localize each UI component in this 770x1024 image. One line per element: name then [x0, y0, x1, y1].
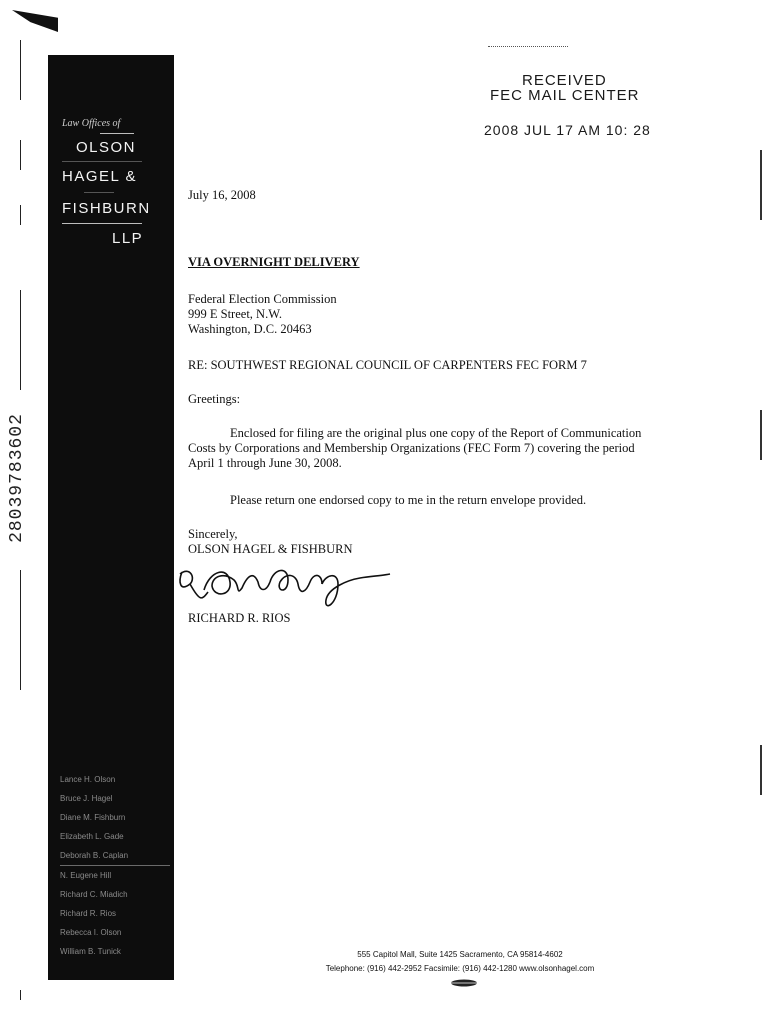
recipient-line: 999 E Street, N.W. [188, 307, 282, 321]
attorney-name: Richard C. Miadich [60, 890, 128, 899]
scan-edge-line [760, 745, 762, 795]
attorney-name: Elizabeth L. Gade [60, 832, 124, 841]
letterhead-rule [100, 133, 134, 134]
signer-name: RICHARD R. RIOS [188, 611, 291, 625]
scan-edge-line [20, 205, 21, 225]
scan-edge-line [20, 290, 21, 390]
scan-edge-line [760, 410, 762, 460]
attorney-name: Diane M. Fishburn [60, 813, 126, 822]
delivery-method: VIA OVERNIGHT DELIVERY [188, 255, 360, 269]
attorney-name: N. Eugene Hill [60, 871, 112, 880]
scan-edge-line [20, 570, 21, 690]
attorney-name: William B. Tunick [60, 947, 121, 956]
firm-name-line: FISHBURN [62, 200, 151, 217]
scan-corner-mark [12, 10, 58, 32]
firm-name-line: HAGEL & [62, 168, 137, 185]
scan-edge-line [20, 40, 21, 100]
document-control-number: 28039783602 [7, 413, 27, 543]
stamp-mail-center: FEC MAIL CENTER [490, 87, 640, 104]
recipient-line: Washington, D.C. 20463 [188, 322, 312, 336]
closing: Sincerely, [188, 527, 238, 541]
stamp-date: 2008 JUL 17 AM 10: 28 [484, 122, 651, 138]
body-paragraph: Enclosed for filing are the original plus one copy of the Report of Communication Costs by Corporations and Membership Organizations (FEC Form 7) covering the period April 1 through June 30, 2008. [188, 426, 642, 470]
attorney-name: Richard R. Rios [60, 909, 117, 918]
attorney-name: Deborah B. Caplan [60, 851, 129, 860]
attorney-name: Lance H. Olson [60, 775, 116, 784]
firm-name-line: OLSON [76, 139, 137, 156]
letterhead-rule [62, 161, 142, 162]
footer-address: 555 Capitol Mall, Suite 1425 Sacramento, CA 95814-4602 [357, 950, 563, 959]
attorney-name: Rebecca I. Olson [60, 928, 122, 937]
letter-date: July 16, 2008 [188, 188, 256, 202]
scan-edge-line [20, 990, 21, 1000]
stamp-dots [488, 46, 568, 47]
footer-logo-icon [448, 977, 480, 989]
footer-contact: Telephone: (916) 442-2952 Facsimile: (916) 442-1280 www.olsonhagel.com [325, 964, 595, 973]
letterhead-kicker: Law Offices of [62, 118, 121, 129]
firm-name-line: LLP [112, 230, 144, 247]
closing-firm: OLSON HAGEL & FISHBURN [188, 542, 353, 556]
scan-edge-line [20, 140, 21, 170]
scan-edge-line [760, 150, 762, 220]
stamp-received: RECEIVED [522, 72, 607, 89]
letterhead-rule [84, 192, 114, 193]
letterhead-rule [62, 223, 142, 224]
recipient-line: Federal Election Commission [188, 292, 337, 306]
attorney-list [60, 770, 170, 961]
re-line: RE: SOUTHWEST REGIONAL COUNCIL OF CARPENTERS FEC FORM 7 [188, 358, 587, 372]
body-paragraph: Please return one endorsed copy to me in the return envelope provided. [230, 493, 587, 507]
greeting: Greetings: [188, 392, 241, 406]
attorney-name: Bruce J. Hagel [60, 794, 113, 803]
signature [176, 552, 406, 614]
